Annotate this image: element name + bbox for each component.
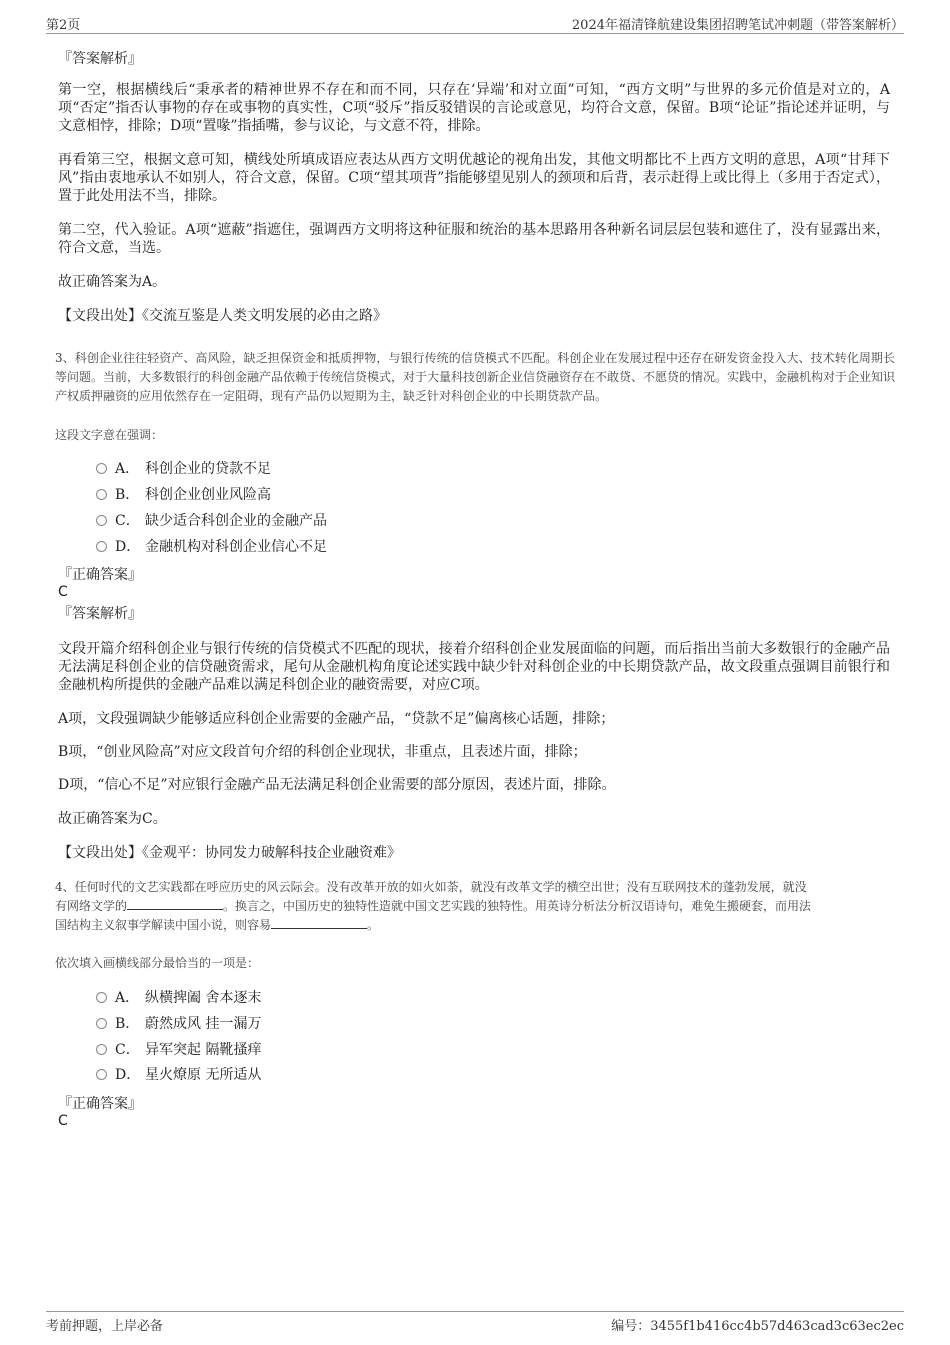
analysis-paragraph: 第一空，根据横线后“秉承者的精神世界不存在和而不同，只存在‘异端’和对立面”可知，“西方文明”与世界的多元价值是对立的，A项“否定”指否认事物的存在或事物的真实性，C项“驳斥”指反驳错误的言论或意见，均符合文意，保留。B项“论证”指论述并证明，与文意相悖，排除；D项“置喙”指插嘴，参与议论，与文意不符，排除。 <box>58 82 890 134</box>
analysis-paragraph: A项，文段强调缺少能够适应科创企业需要的金融产品，“贷款不足”偏离核心话题，排除； <box>58 711 615 727</box>
option-d[interactable]: D． 金融机构对科创企业信心不足 <box>96 538 327 556</box>
option-a[interactable]: A． 纵横捭阖 舍本逐末 <box>96 989 261 1007</box>
analysis-paragraph: 再看第三空，根据文意可知，横线处所填成语应表达从西方文明优越论的视角出发，其他文明都比不上西方文明的意思，A项“甘拜下风”指由衷地承认不如别人，符合文意，保留。C项“望其项背”指能够望见别人的颈项和后背，表示赶得上或比得上（多用于否定式），置于此处用法不当，排除。 <box>58 152 890 204</box>
option-b[interactable]: B． 蔚然成风 挂一漏万 <box>96 1015 261 1033</box>
radio-icon[interactable] <box>96 541 107 552</box>
conclusion: 故正确答案为C。 <box>58 811 167 827</box>
fill-blank <box>271 916 367 929</box>
analysis-paragraph: B项，“创业风险高”对应文段首句介绍的科创企业现状，非重点，且表述片面，排除； <box>58 744 587 760</box>
question-prompt: 依次填入画横线部分最恰当的一项是： <box>55 956 260 970</box>
question-prompt: 这段文字意在强调： <box>55 428 164 442</box>
footer-rule <box>46 1311 904 1312</box>
document-id: 编号：3455f1b416cc4b57d463cad3c63ec2ec <box>611 1319 904 1334</box>
page-number: 第2页 <box>46 18 81 33</box>
option-b[interactable]: B． 科创企业创业风险高 <box>96 486 271 504</box>
question-text: 4、任何时代的文艺实践都在呼应历史的风云际会。没有改革开放的如火如荼，就没有改革文学的横空出世；没有互联网技术的蓬勃发展，就没 有网络文学的 。换言之，中国历史的独特性造就中国文艺实践的独特性。用英诗分析法分析汉语诗句，难免生搬硬套，而用法 国结构主义叙事学解读中国小说，则容易 。 <box>55 880 812 932</box>
source: 【文段出处】《金观平：协同发力破解科技企业融资难》 <box>58 845 401 861</box>
document-title: 2024年福清锋航建设集团招聘笔试冲刺题（带答案解析） <box>571 18 904 33</box>
source: 【文段出处】《交流互鉴是人类文明发展的必由之路》 <box>58 308 387 324</box>
correct-answer: C <box>58 584 68 600</box>
radio-icon[interactable] <box>96 489 107 500</box>
analysis-label: 『答案解析』 <box>58 606 142 622</box>
analysis-label: 『答案解析』 <box>58 51 142 67</box>
option-c[interactable]: C． 异军突起 隔靴搔痒 <box>96 1041 261 1059</box>
correct-answer-label: 『正确答案』 <box>58 1096 142 1112</box>
radio-icon[interactable] <box>96 1044 107 1055</box>
header-rule <box>46 33 904 34</box>
radio-icon[interactable] <box>96 1018 107 1029</box>
radio-icon[interactable] <box>96 515 107 526</box>
radio-icon[interactable] <box>96 463 107 474</box>
correct-answer-label: 『正确答案』 <box>58 567 142 583</box>
option-d[interactable]: D． 星火燎原 无所适从 <box>96 1066 261 1084</box>
analysis-paragraph: 第二空，代入验证。A项“遮蔽”指遮住，强调西方文明将这种征服和统治的基本思路用各种新名词层层包装和遮住了，没有显露出来，符合文意，当选。 <box>58 222 890 256</box>
radio-icon[interactable] <box>96 1069 107 1080</box>
option-a[interactable]: A． 科创企业的贷款不足 <box>96 460 271 478</box>
conclusion: 故正确答案为A。 <box>58 274 167 290</box>
analysis-paragraph: 文段开篇介绍科创企业与银行传统的信贷模式不匹配的现状，接着介绍科创企业发展面临的问题，而后指出当前大多数银行的金融产品无法满足科创企业的信贷融资需求，尾句从金融机构角度论述实践中缺少针对科创企业的中长期贷款产品，故文段重点强调目前银行和金融机构所提供的金融产品难以满足科创企业的融资需要，对应C项。 <box>58 641 890 693</box>
analysis-paragraph: D项，“信心不足”对应银行金融产品无法满足科创企业需要的部分原因，表述片面，排除。 <box>58 777 616 793</box>
correct-answer: C <box>58 1113 68 1129</box>
footer-slogan: 考前押题，上岸必备 <box>46 1319 164 1334</box>
question-text: 3、科创企业往往轻资产、高风险，缺乏担保资金和抵质押物，与银行传统的信贷模式不匹配。科创企业在发展过程中还存在研发资金投入大、技术转化周期长等问题。当前，大多数银行的科创金融产品依赖于传统信贷模式，对于大量科技创新企业信贷融资存在不敢贷、不愿贷的情况。实践中，金融机构对于企业知识产权质押融资的应用依然存在一定阻碍，现有产品仍以短期为主，缺乏针对科创企业的中长期贷款产品。 <box>55 351 896 403</box>
radio-icon[interactable] <box>96 992 107 1003</box>
fill-blank <box>127 897 223 910</box>
option-c[interactable]: C． 缺少适合科创企业的金融产品 <box>96 512 327 530</box>
